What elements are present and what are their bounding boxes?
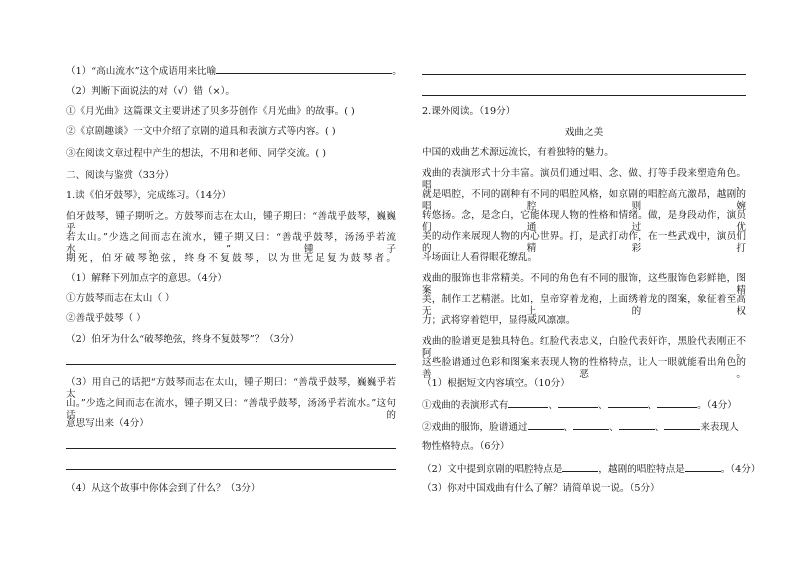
- question-4: （4）从这个故事中你体会到了什么？（3分）: [66, 483, 261, 494]
- passage-line: 力；武将穿着铠甲，显得威风凛凛。: [422, 315, 576, 326]
- answer-blank[interactable]: [685, 462, 721, 472]
- answer-blank[interactable]: [508, 398, 548, 408]
- passage-line: 戏曲的脸谱更是独具特色。红脸代表忠义，白脸代表奸诈，黑脸代表刚正不阿。: [422, 336, 746, 359]
- q-text: ②戏曲的服饰，脸谱通过: [422, 422, 528, 433]
- question-2: （2）伯牙为什么“破琴绝弦，终身不复鼓琴”？（3分）: [66, 334, 300, 345]
- answer-blank[interactable]: [562, 462, 598, 472]
- q-sep: 、: [548, 400, 558, 411]
- subsection-heading: 1.读《伯牙鼓琴》，完成练习。（14分）: [66, 190, 232, 201]
- passage-line: 若太山。”少选之间而志在流水，锺子期又曰：“善哉乎鼓琴，汤汤乎若流水。”锺子: [66, 232, 396, 255]
- passage-line: 这些脸谱通过色彩和图案来表现人物的性格特点，让人一眼就能看出角色的善恶。: [422, 357, 746, 380]
- q-sep: 、: [654, 422, 665, 433]
- passage-line: 斗场面让人看得眼花缭乱。: [422, 252, 538, 263]
- question-1: （1）解释下列加点字的意思。（4分）: [66, 273, 227, 284]
- question-3c: 意思写出来（4分）: [66, 418, 149, 429]
- answer-blank[interactable]: [619, 420, 655, 430]
- question-line-1: [66, 64, 402, 78]
- answer-blank[interactable]: [528, 420, 564, 430]
- q-text: （2）文中提到京剧的唱腔特点是: [422, 464, 563, 475]
- passage-line: 美，制作工艺精湛。比如，皇帝穿着龙袍，上面绣着龙的图案，象征着至高无上的权: [422, 294, 746, 317]
- answer-line[interactable]: [66, 469, 396, 470]
- answer-blank[interactable]: [608, 398, 648, 408]
- question-1b-cont: 物性格特点。（6分）: [422, 441, 510, 452]
- answer-blank[interactable]: [664, 420, 700, 430]
- q-end: 。（4分）: [697, 400, 737, 411]
- q-text: ①戏曲的表演形式有: [422, 400, 509, 411]
- judge-item-3[interactable]: ③在阅读文章过程中产生的想法，不用和老师、同学交流。( ): [66, 148, 326, 159]
- passage-title: 戏曲之美: [564, 127, 604, 138]
- answer-blank[interactable]: [657, 398, 697, 408]
- q-sep: 、: [647, 400, 658, 411]
- passage-line: 期死，伯牙破琴绝弦，终身不复鼓琴，以为世无足复为鼓琴者。: [66, 253, 396, 264]
- section-heading: 二、阅读与鉴赏（33分）: [66, 170, 175, 181]
- question-1b: [422, 420, 739, 434]
- passage-line: 转悠扬。念，是念白，它能体现人物的性格和情绪。做，是身段动作，演员们通过优: [422, 210, 746, 233]
- question-2: [422, 462, 760, 476]
- passage-line: 中国的戏曲艺术源远流长，有着独特的魅力。: [422, 147, 614, 158]
- passage-line: 伯牙鼓琴，锺子期听之。方鼓琴而志在太山，锺子期曰：“善哉乎鼓琴，巍巍乎: [66, 211, 396, 234]
- question-3a: （3）用自己的话把“方鼓琴而志在太山，锺子期曰：“善哉乎鼓琴，巍巍乎若太: [66, 377, 396, 400]
- passage-line: 戏曲的服饰也非常精美。不同的角色有不同的服饰，这些服饰色彩鲜艳，图案精: [422, 273, 746, 296]
- passage-line: 美的动作来展现人物的内心世界。打，是武打动作，在一些武戏中，演员们的精彩打: [422, 231, 746, 254]
- subsection-heading: 2.课外阅读。（19分）: [422, 106, 516, 117]
- question-3b: 山。”少选之间而志在流水，锺子期又曰：“善哉乎鼓琴，汤汤乎若流水。”这句话的: [66, 398, 396, 421]
- answer-blank[interactable]: [558, 398, 598, 408]
- answer-line[interactable]: [422, 74, 746, 75]
- q-end: 。（4分）: [720, 464, 761, 475]
- answer-blank[interactable]: [573, 420, 609, 430]
- question-1b[interactable]: ②善哉乎鼓琴（ ）: [66, 313, 146, 324]
- left-column: [66, 0, 402, 561]
- judge-item-2[interactable]: ②《京剧趣谈》一文中介绍了京剧的道具和表演方式等内容。( ): [66, 126, 336, 137]
- answer-line[interactable]: [66, 364, 396, 365]
- q-sep: 、: [563, 422, 574, 433]
- right-column: [422, 0, 761, 561]
- answer-line[interactable]: [66, 448, 396, 449]
- q-end: 来表现人: [700, 422, 739, 433]
- question-line-2: （2）判断下面说法的对（√）错（×）。: [66, 86, 235, 97]
- q-end: 。: [392, 66, 402, 77]
- q-sep: 、: [609, 422, 619, 433]
- passage-line: 戏曲的表演形式十分丰富。演员们通过唱、念、做、打等手段来塑造角色。唱，: [422, 168, 746, 191]
- question-1: （1）根据短文内容填空。（10分）: [422, 378, 570, 389]
- question-1a[interactable]: ①方鼓琴而志在太山（ ）: [66, 293, 175, 304]
- passage-line: 就是唱腔，不同的剧种有不同的唱腔风格，如京剧的唱腔高亢激昂，越剧的唱腔则婉: [422, 189, 746, 212]
- question-1a: [422, 398, 737, 412]
- question-3: （3）你对中国戏曲有什么了解？请简单说一说。（5分）: [422, 483, 660, 494]
- judge-item-1[interactable]: ①《月光曲》这篇课文主要讲述了贝多芬创作《月光曲》的故事。( ): [66, 106, 355, 117]
- q-sep: 、: [597, 400, 608, 411]
- answer-line[interactable]: [422, 95, 746, 96]
- q-text: （1）“高山流水”这个成语用来比喻: [66, 66, 217, 77]
- q-text: ，越剧的唱腔特点是: [598, 464, 685, 475]
- answer-blank[interactable]: [216, 64, 392, 74]
